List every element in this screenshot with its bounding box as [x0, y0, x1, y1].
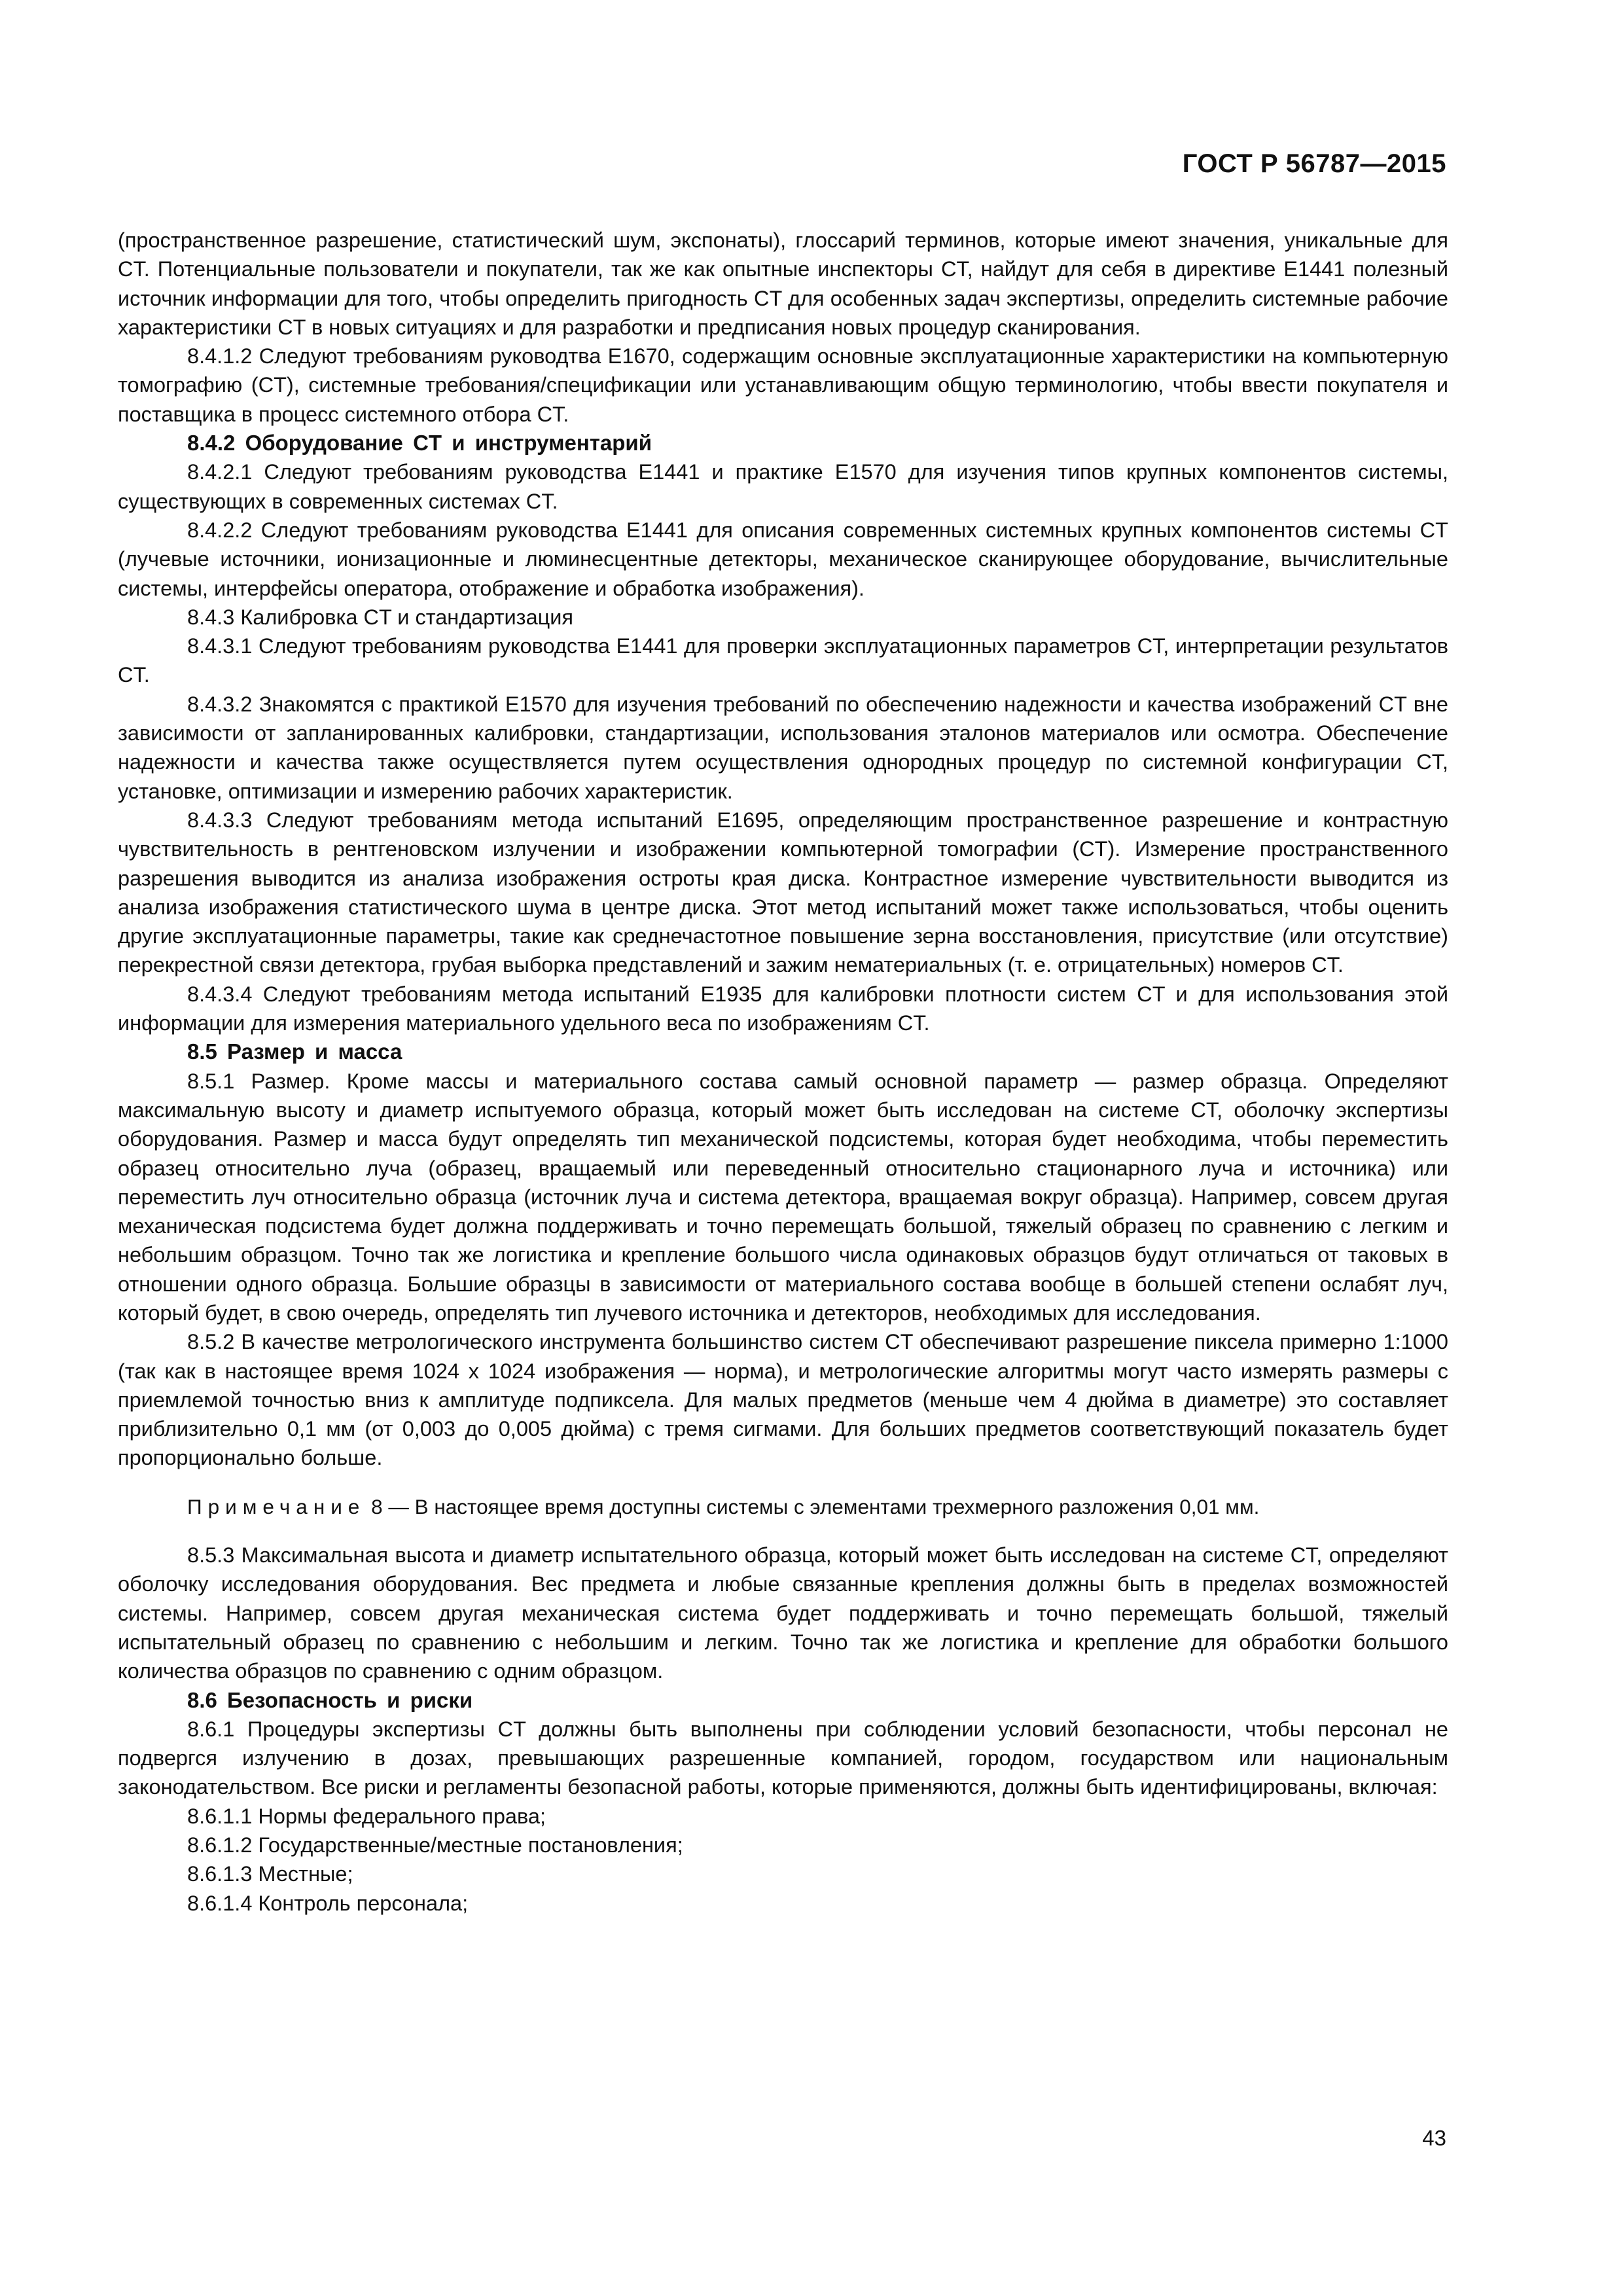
document-code-header: ГОСТ Р 56787—2015 [1182, 149, 1446, 178]
list-item-8-6-1-1: 8.6.1.1 Нормы федерального права; [187, 1804, 546, 1828]
section-heading-8-5: 8.5 Размер и масса [187, 1039, 402, 1064]
paragraph-8-5-1: 8.5.1 Размер. Кроме массы и материального состава самый основной параметр — размер образца. Определяют максимальную высоту и диаметр испытуемого образца, который может быть исследован на системе CT, оболочку экспертизы оборудования. Размер и масса будут определять тип механической подсистемы, которая будет необходима, чтобы переместить образец относительно луча (образец, вращаемый или переведенный относительно стационарного луча и источника) или переместить луч относительно образца (источник луча и система детектора, вращаемая вокруг образца). Например, совсем другая механическая подсистема будет должна поддерживать и точно перемещать большой, тяжелый образец по сравнению с легким и небольшим образцом. Точно так же логистика и крепление большого числа одинаковых образцов будут отличаться от таковых в отношении одного образца. Большие образцы в зависимости от материального состава вообще в большей степени ослабят луч, который будет, в свою очередь, определять тип лучевого источника и детекторов, необходимых для исследования. [118, 1069, 1448, 1325]
section-heading-8-4-2: 8.4.2 Оборудование CT и инструментарий [187, 431, 652, 456]
page-number: 43 [1422, 2126, 1446, 2150]
section-heading-8-6: 8.6 Безопасность и риски [187, 1687, 473, 1712]
paragraph-8-4-3: 8.4.3 Калибровка CT и стандартизация [187, 605, 574, 629]
document-body [118, 226, 1448, 1918]
paragraph-8-4-3-3: 8.4.3.3 Следуют требованиям метода испытаний E1695, определяющим пространственное разрешение и контрастную чувствительность в рентгеновском излучении и изображении компьютерной томографии (CT). Измерение пространственного разрешения выводится из анализа изображения остроты края диска. Контрастное измерение чувствительности выводится из анализа изображения статистического шума в центре диска. Этот метод испытаний может также использоваться, чтобы оценить другие эксплуатационные параметры, такие как среднечастотное повышение зерна восстановления, присутствие (или отсутствие) перекрестной связи детектора, грубая выборка представлений и зажим нематериальных (т. е. отрицательных) номеров CT. [118, 808, 1448, 977]
note-label: Примечание [187, 1494, 366, 1518]
paragraph-8-6-1: 8.6.1 Процедуры экспертизы CT должны быть выполнены при соблюдении условий безопасности, чтобы персонал не подвергся излучению в дозах, превышающих разрешенные компанией, городом, государством или национальным законодательством. Все риски и регламенты безопасной работы, которые применяются, должны быть идентифицированы, включая: [118, 1717, 1448, 1799]
note-text: 8 — В настоящее время доступны системы с элементами трехмерного разложения 0,01 мм. [365, 1494, 1260, 1518]
list-item-8-6-1-3: 8.6.1.3 Местные; [187, 1862, 353, 1886]
paragraph-8-5-3: 8.5.3 Максимальная высота и диаметр испытательного образца, который может быть исследован на системе CT, определяют оболочку исследования оборудования. Вес предмета и любые связанные крепления должны быть в пределах возможностей системы. Например, совсем другая механическая система будет поддерживать и точно перемещать большой, тяжелый испытательный образец по сравнению с небольшим и легким. Точно так же логистика и крепление для обработки большого количества образцов по сравнению с одним образцом. [118, 1543, 1448, 1683]
list-item-8-6-1-2: 8.6.1.2 Государственные/местные постановления; [187, 1833, 683, 1857]
paragraph-8-4-2-2: 8.4.2.2 Следуют требованиям руководства E1441 для описания современных системных крупных компонентов системы CT (лучевые источники, ионизационные и люминесцентные детекторы, механическое сканирующее оборудование, вычислительные системы, интерфейсы оператора, отображение и обработка изображения). [118, 518, 1448, 600]
paragraph-8-4-3-2: 8.4.3.2 Знакомятся с практикой E1570 для изучения требований по обеспечению надежности и качества изображений CT вне зависимости от запланированных калибровки, стандартизации, использования эталонов материалов или осмотра. Обеспечение надежности и качества также осуществляется путем осуществления однородных процедур по системной конфигурации CT, установке, оптимизации и измерению рабочих характеристик. [118, 692, 1448, 803]
paragraph-8-4-2-1: 8.4.2.1 Следуют требованиям руководства E1441 и практике E1570 для изучения типов крупных компонентов системы, существующих в современных системах CT. [118, 460, 1448, 513]
paragraph-continuation: (пространственное разрешение, статистический шум, экспонаты), глоссарий терминов, которые имеют значения, уникальные для CT. Потенциальные пользователи и покупатели, так же как опытные инспекторы CT, найдут для себя в директиве E1441 полезный источник информации для того, чтобы определить пригодность CT для особенных задач экспертизы, определить системные рабочие характеристики CT в новых ситуациях и для разработки и предписания новых процедур сканирования. [118, 228, 1448, 339]
paragraph-8-4-1-2: 8.4.1.2 Следуют требованиям руководтва E1670, содержащим основные эксплуатационные характеристики на компьютерную томографию (CT), системные требования/спецификации или устанавливающим общую терминологию, чтобы ввести покупателя и поставщика в процесс системного отбора CT. [118, 344, 1448, 426]
paragraph-8-4-3-4: 8.4.3.4 Следуют требованиям метода испытаний E1935 для калибровки плотности систем CT и для использования этой информации для измерения материального удельного веса по изображениям CT. [118, 982, 1448, 1035]
paragraph-8-4-3-1: 8.4.3.1 Следуют требованиям руководства E1441 для проверки эксплуатационных параметров CT, интерпретации результатов CT. [118, 634, 1448, 687]
list-item-8-6-1-4: 8.6.1.4 Контроль персонала; [187, 1891, 469, 1915]
paragraph-8-5-2: 8.5.2 В качестве метрологического инструмента большинство систем CT обеспечивают разрешение пиксела примерно 1:1000 (так как в настоящее время 1024 x 1024 изображения — норма), и метрологические алгоритмы могут часто измерять размеры с приемлемой точностью вниз к амплитуде подпиксела. Для малых предметов (меньше чем 4 дюйма в диаметре) это составляет приблизительно 0,1 мм (от 0,003 до 0,005 дюйма) с тремя сигмами. Для больших предметов соответствующий показатель будет пропорционально больше. [118, 1330, 1448, 1470]
note-8 [118, 1492, 1448, 1521]
